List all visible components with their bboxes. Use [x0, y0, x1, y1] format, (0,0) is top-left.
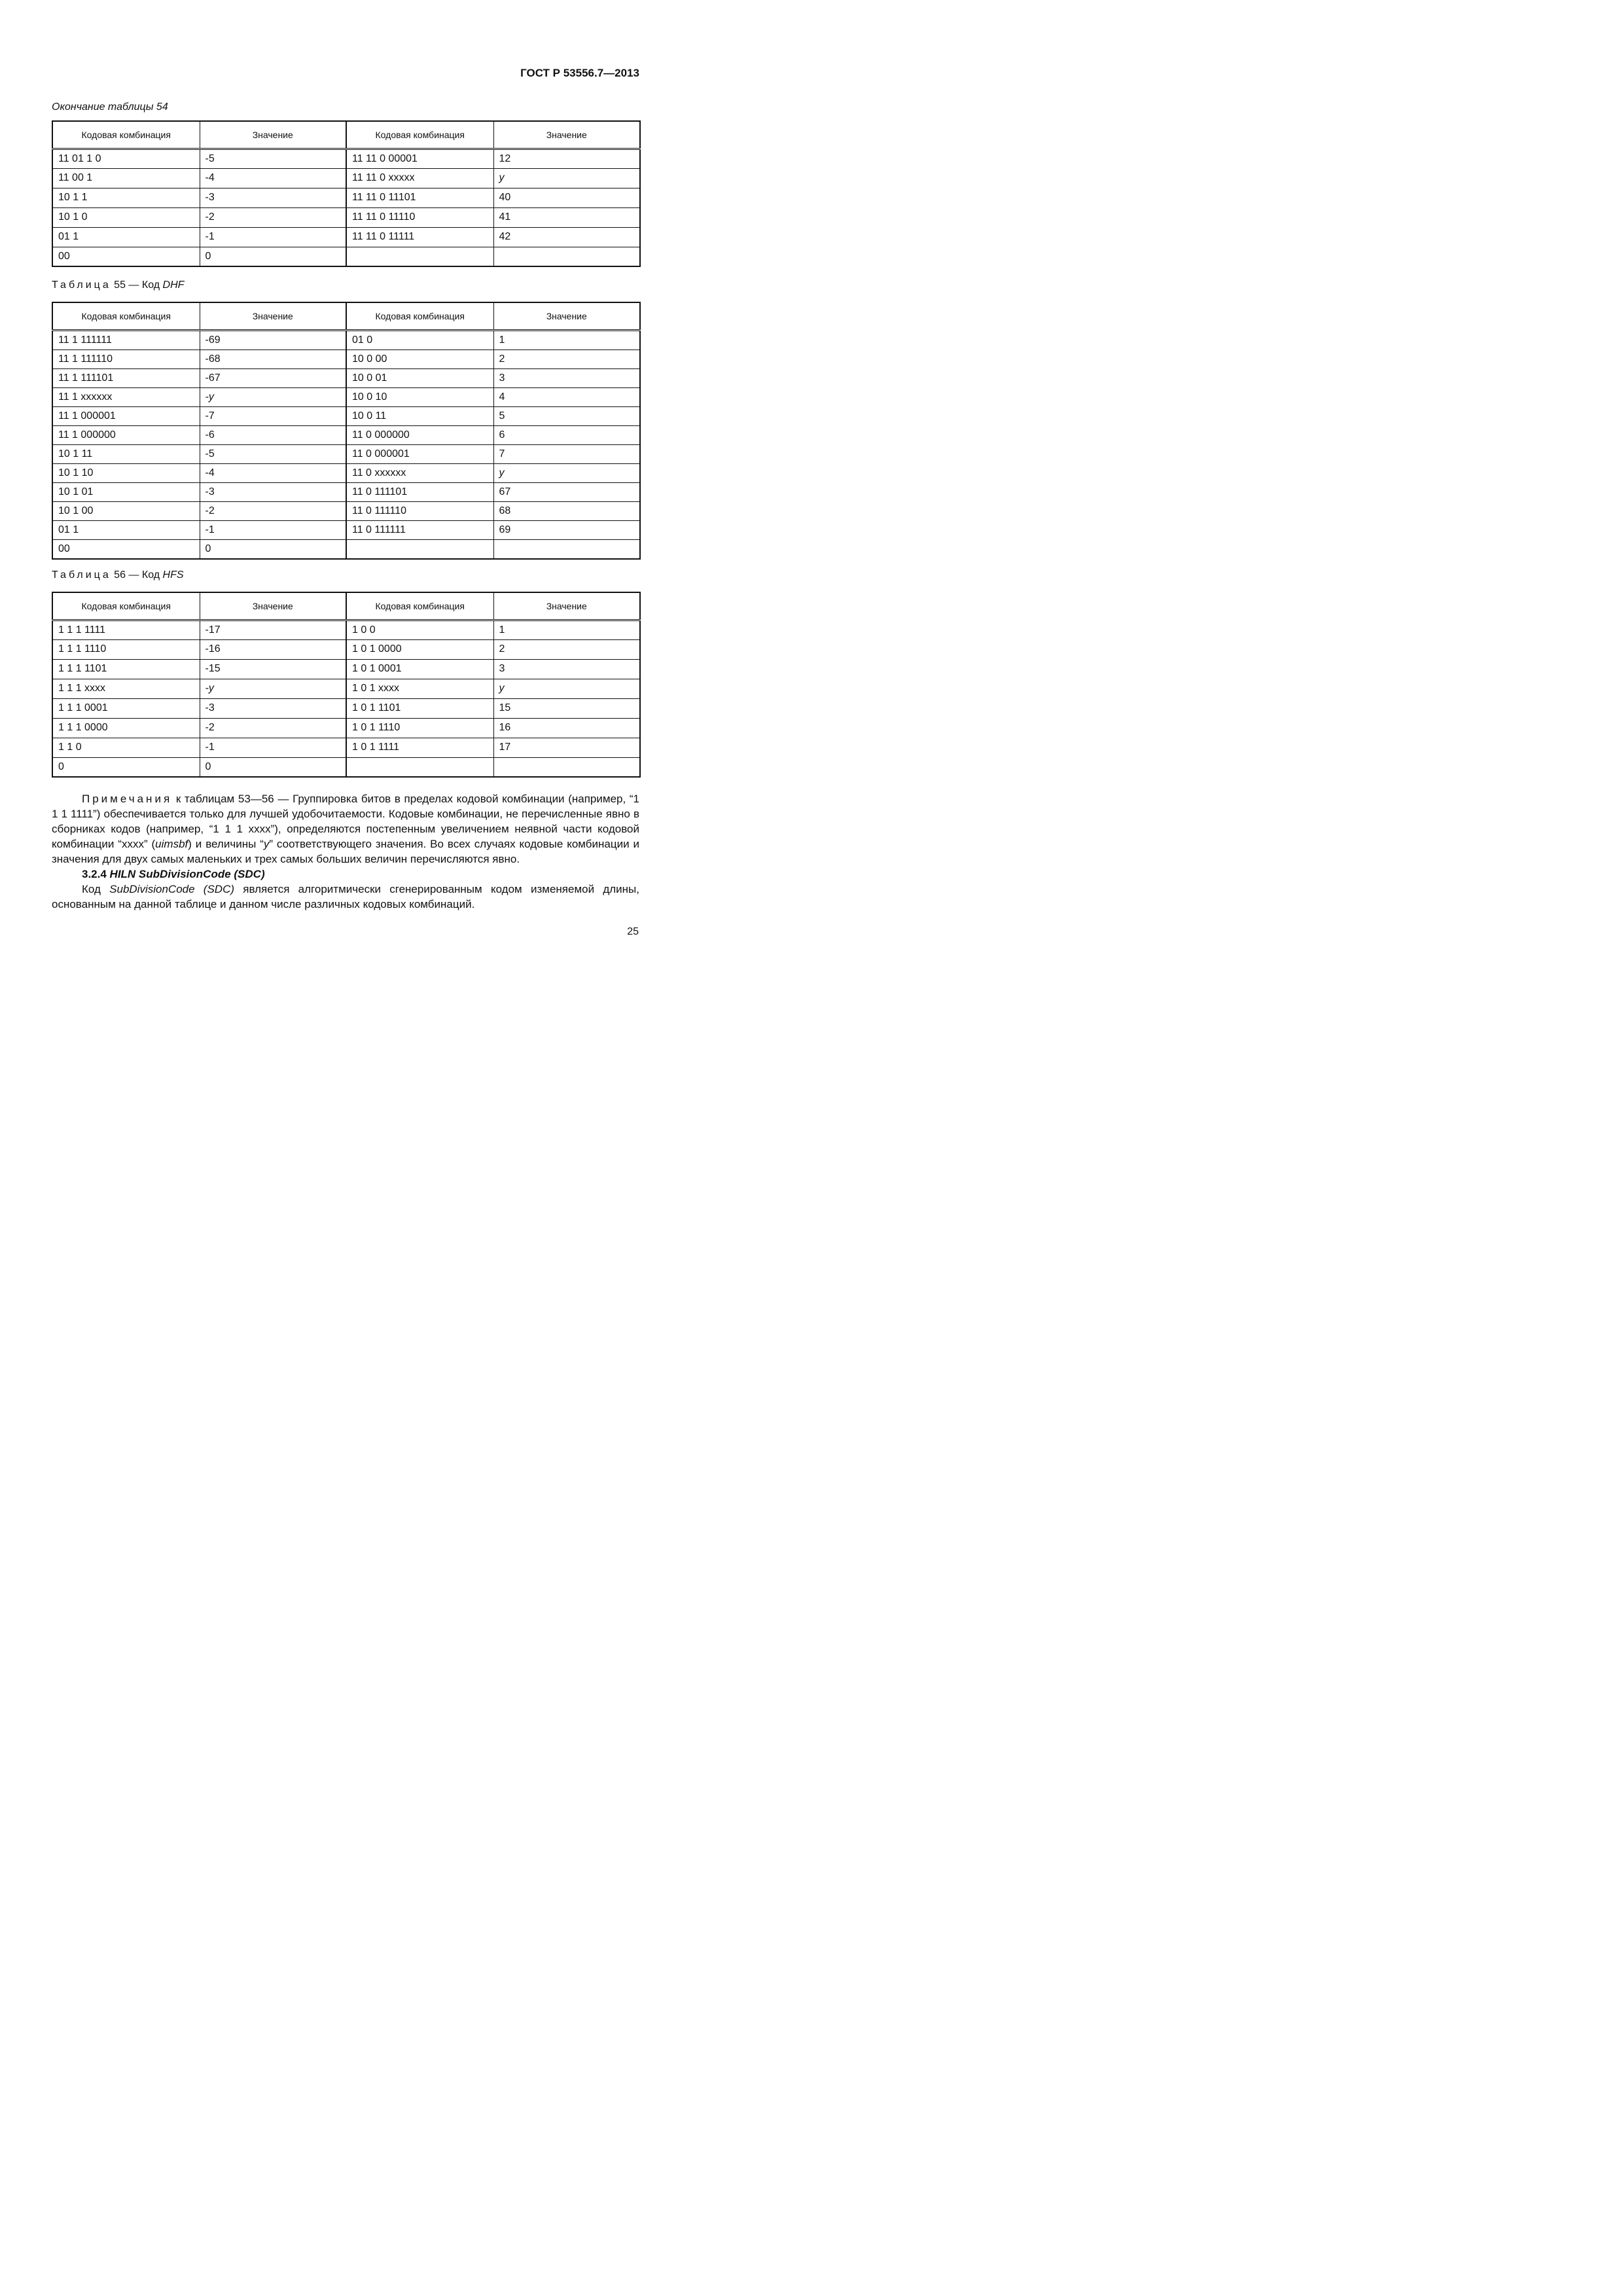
code-cell: 11 1 111111	[52, 330, 200, 350]
section-heading	[52, 867, 639, 882]
table-56	[52, 592, 641, 778]
value-cell	[493, 539, 640, 559]
code-cell: 11 0 111101	[346, 482, 493, 501]
table-row	[52, 387, 640, 406]
code-cell: 1 0 1 0000	[346, 639, 493, 659]
table-row	[52, 482, 640, 501]
section-paragraph	[52, 882, 639, 912]
value-cell	[493, 757, 640, 777]
code-cell: 11 1 111110	[52, 350, 200, 368]
value-cell: 0	[200, 247, 346, 266]
table56-caption-rest: 56 — Код	[111, 569, 163, 581]
value-cell: 3	[493, 659, 640, 679]
code-cell: 1 1 1 0000	[52, 718, 200, 738]
value-cell: -17	[200, 620, 346, 639]
value-cell: 40	[493, 188, 640, 207]
value-cell	[493, 247, 640, 266]
code-cell: 11 11 0 11101	[346, 188, 493, 207]
col-header-code-2: Кодовая комбинация	[346, 121, 493, 149]
value-cell: y	[493, 168, 640, 188]
page-number: 25	[627, 926, 639, 937]
table-row	[52, 227, 640, 247]
table-row	[52, 679, 640, 698]
value-cell: -67	[200, 368, 346, 387]
code-cell: 0	[52, 757, 200, 777]
code-cell: 01 1	[52, 520, 200, 539]
value-cell: -3	[200, 482, 346, 501]
table-row	[52, 207, 640, 227]
section-number: 3.2.4	[82, 868, 110, 880]
table56-caption-word: Таблица	[52, 569, 111, 581]
table-row	[52, 620, 640, 639]
section-text-prefix: Код	[82, 883, 110, 895]
code-cell: 11 00 1	[52, 168, 200, 188]
value-cell: 7	[493, 444, 640, 463]
code-cell: 00	[52, 539, 200, 559]
value-cell: 16	[493, 718, 640, 738]
table-row	[52, 501, 640, 520]
code-cell: 11 0 000001	[346, 444, 493, 463]
table-54	[52, 120, 641, 267]
value-cell: -69	[200, 330, 346, 350]
col-header-value-2: Значение	[493, 302, 640, 330]
table-row	[52, 425, 640, 444]
table55-caption-code: DHF	[162, 279, 185, 291]
standard-code: ГОСТ Р 53556.7—2013	[520, 67, 639, 79]
table-row	[52, 698, 640, 718]
code-cell: 11 1 xxxxxx	[52, 387, 200, 406]
value-cell: 4	[493, 387, 640, 406]
table-row	[52, 738, 640, 757]
value-cell: 2	[493, 350, 640, 368]
code-cell: 1 0 0	[346, 620, 493, 639]
value-cell: -1	[200, 738, 346, 757]
code-cell: 10 1 0	[52, 207, 200, 227]
value-cell: 69	[493, 520, 640, 539]
table-row	[52, 330, 640, 350]
notes-text-2: ) и величины “	[188, 838, 264, 850]
value-cell: 15	[493, 698, 640, 718]
code-cell: 10 0 00	[346, 350, 493, 368]
code-cell: 10 1 11	[52, 444, 200, 463]
value-cell: y	[493, 679, 640, 698]
code-cell: 11 1 000001	[52, 406, 200, 425]
table-row	[52, 639, 640, 659]
code-cell: 01 1	[52, 227, 200, 247]
section-term: SubDivisionCode (SDC)	[109, 883, 235, 895]
table-row	[52, 659, 640, 679]
table-row	[52, 757, 640, 777]
table-row	[52, 444, 640, 463]
value-cell: 68	[493, 501, 640, 520]
value-cell: y	[493, 463, 640, 482]
value-cell: -1	[200, 520, 346, 539]
table-row	[52, 350, 640, 368]
table55-caption	[52, 279, 184, 291]
col-header-code-1: Кодовая комбинация	[52, 592, 200, 620]
value-cell: -2	[200, 501, 346, 520]
code-cell: 1 1 1 xxxx	[52, 679, 200, 698]
code-cell: 11 1 000000	[52, 425, 200, 444]
value-cell: -2	[200, 207, 346, 227]
value-cell: 42	[493, 227, 640, 247]
value-cell: -16	[200, 639, 346, 659]
notes-y-term: y	[263, 838, 270, 850]
table54-caption: Окончание таблицы 54	[52, 101, 168, 113]
code-cell: 1 1 1 0001	[52, 698, 200, 718]
code-cell: 10 0 01	[346, 368, 493, 387]
value-cell: 6	[493, 425, 640, 444]
value-cell: -15	[200, 659, 346, 679]
notes-text-3: ” соответствующего значения. Во всех случаях кодовые комбинации и значения для двух самых маленьких и трех самых больших величин перечисляются явно.	[52, 838, 639, 865]
col-header-code-2: Кодовая комбинация	[346, 592, 493, 620]
table-row	[52, 149, 640, 168]
table-row	[52, 718, 640, 738]
table-row	[52, 406, 640, 425]
value-cell: -5	[200, 444, 346, 463]
code-cell	[346, 539, 493, 559]
col-header-value-2: Значение	[493, 592, 640, 620]
col-header-value-2: Значение	[493, 121, 640, 149]
value-cell: -5	[200, 149, 346, 168]
value-cell: -6	[200, 425, 346, 444]
code-cell: 11 11 0 00001	[346, 149, 493, 168]
value-cell: -y	[200, 679, 346, 698]
code-cell	[346, 247, 493, 266]
code-cell: 1 0 1 0001	[346, 659, 493, 679]
code-cell: 1 0 1 1101	[346, 698, 493, 718]
value-cell: 0	[200, 539, 346, 559]
code-cell: 11 11 0 11111	[346, 227, 493, 247]
value-cell: -68	[200, 350, 346, 368]
notes-block	[52, 791, 639, 912]
section-title: HILN SubDivisionCode (SDC)	[109, 868, 265, 880]
code-cell: 11 11 0 xxxxx	[346, 168, 493, 188]
col-header-code-1: Кодовая комбинация	[52, 121, 200, 149]
code-cell: 1 0 1 1110	[346, 718, 493, 738]
table-row	[52, 188, 640, 207]
value-cell: 2	[493, 639, 640, 659]
value-cell: -2	[200, 718, 346, 738]
code-cell: 1 1 0	[52, 738, 200, 757]
code-cell: 11 0 111110	[346, 501, 493, 520]
code-cell: 1 1 1 1101	[52, 659, 200, 679]
notes-text: к таблицам 53—56 — Группировка битов в пределах кодовой комбинации (например, “1 1 1 1111”) обеспечивается только для лучшей удобочитаемости. Кодовые комбинации, не перечисленные явно в сборниках кодов (например, “1 1 1 xxxx”), определяются постепенным увеличением неявной части кодовой комбинации “xxxx” (	[52, 793, 639, 850]
notes-format-term: uimsbf	[155, 838, 188, 850]
section-text: является алгоритмически сгенерированным кодом изменяемой длины, основанным на данной таблице и данном числе различных кодовых комбинаций.	[52, 883, 639, 910]
code-cell: 10 1 00	[52, 501, 200, 520]
value-cell: 1	[493, 330, 640, 350]
value-cell: 12	[493, 149, 640, 168]
code-cell: 01 0	[346, 330, 493, 350]
code-cell: 1 1 1 1111	[52, 620, 200, 639]
value-cell: 0	[200, 757, 346, 777]
table56-caption-code: HFS	[162, 569, 184, 581]
code-cell: 10 0 11	[346, 406, 493, 425]
value-cell: 41	[493, 207, 640, 227]
value-cell: 1	[493, 620, 640, 639]
table-row	[52, 168, 640, 188]
code-cell: 11 0 000000	[346, 425, 493, 444]
value-cell: -3	[200, 698, 346, 718]
code-cell: 00	[52, 247, 200, 266]
table56-caption	[52, 569, 184, 581]
table-55	[52, 302, 641, 560]
table-row	[52, 247, 640, 266]
table-row	[52, 368, 640, 387]
notes-paragraph	[52, 791, 639, 867]
code-cell: 11 1 111101	[52, 368, 200, 387]
code-cell: 1 0 1 1111	[346, 738, 493, 757]
value-cell: -3	[200, 188, 346, 207]
code-cell: 10 0 10	[346, 387, 493, 406]
col-header-code-2: Кодовая комбинация	[346, 302, 493, 330]
table-row	[52, 539, 640, 559]
value-cell: -4	[200, 463, 346, 482]
col-header-code-1: Кодовая комбинация	[52, 302, 200, 330]
table-row	[52, 520, 640, 539]
value-cell: -1	[200, 227, 346, 247]
code-cell: 10 1 10	[52, 463, 200, 482]
table55-caption-word: Таблица	[52, 279, 111, 291]
value-cell: -7	[200, 406, 346, 425]
table-row	[52, 463, 640, 482]
code-cell: 11 01 1 0	[52, 149, 200, 168]
code-cell: 1 1 1 1110	[52, 639, 200, 659]
code-cell: 1 0 1 xxxx	[346, 679, 493, 698]
code-cell: 11 0 111111	[346, 520, 493, 539]
col-header-value-1: Значение	[200, 592, 346, 620]
code-cell: 10 1 1	[52, 188, 200, 207]
value-cell: 17	[493, 738, 640, 757]
code-cell	[346, 757, 493, 777]
code-cell: 11 11 0 11110	[346, 207, 493, 227]
table55-caption-rest: 55 — Код	[111, 279, 163, 291]
col-header-value-1: Значение	[200, 121, 346, 149]
value-cell: 67	[493, 482, 640, 501]
value-cell: -4	[200, 168, 346, 188]
notes-label: Примечания	[82, 793, 173, 805]
value-cell: -y	[200, 387, 346, 406]
value-cell: 3	[493, 368, 640, 387]
col-header-value-1: Значение	[200, 302, 346, 330]
code-cell: 10 1 01	[52, 482, 200, 501]
code-cell: 11 0 xxxxxx	[346, 463, 493, 482]
value-cell: 5	[493, 406, 640, 425]
